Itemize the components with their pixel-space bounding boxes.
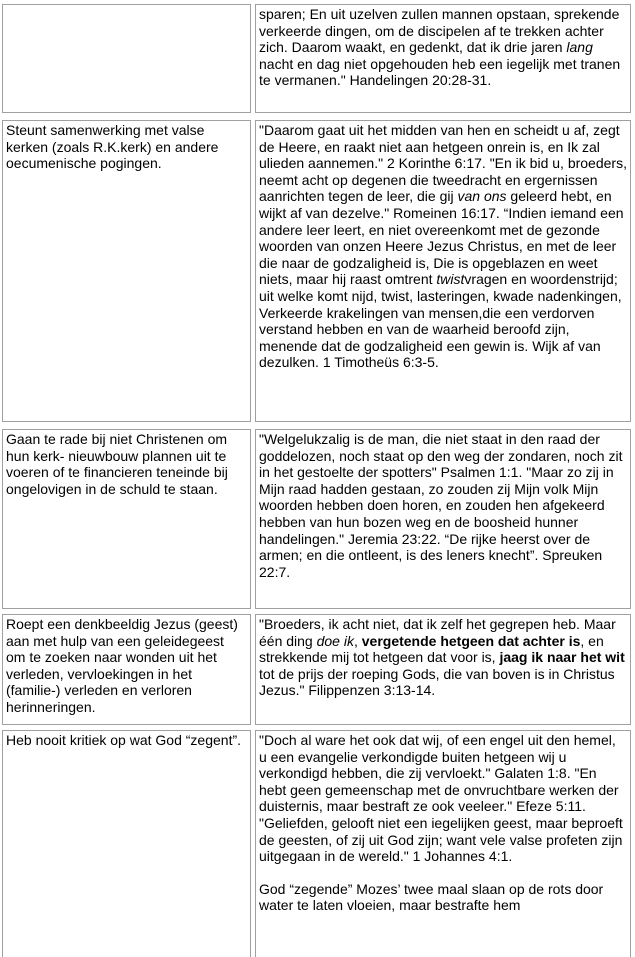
emphasis-italic-text: doe ik xyxy=(316,632,354,649)
emphasis-bold-text: vergetende hetgeen dat achter is xyxy=(361,632,581,649)
table-cell-scripture-4 xyxy=(255,614,631,725)
table-cell-topic-4 xyxy=(2,614,251,725)
scripture-text xyxy=(259,431,627,580)
topic-text: Steunt samenwerking met valse kerken (zoals R.K.kerk) en andere oecumenische pogingen. xyxy=(6,122,219,172)
text-run: , en strekkende mij tot hetgeen dat voor is, xyxy=(259,632,604,666)
scripture-text xyxy=(259,122,627,371)
table-cell-topic-1 xyxy=(2,4,251,113)
text-run: , xyxy=(353,632,362,649)
scripture-text xyxy=(259,616,627,699)
text-run: geleerd hebt, en wijkt af van dezelve." Romeinen 16:17. “Indien iemand een andere leer leert, en niet overeenkomt met de gezonde woorden van onzen Heere Jezus Christus, en met de leer die naar de godzaligheid is, Die is opgeblazen en weet niets, maar hij raast omtrent xyxy=(259,188,624,288)
text-run: sparen; En uit uzelven zullen mannen opstaan, sprekende verkeerde dingen, om de discipelen af te trekken achter zich. Daarom waakt, en gedenkt, dat ik drie jaren xyxy=(259,6,620,56)
text-run: "Broeders, ik acht niet, dat ik zelf het gegrepen heb. Maar één ding xyxy=(259,616,616,649)
table-cell-scripture-3 xyxy=(255,429,631,609)
scripture-text-continued: God “zegende” Mozes’ twee maal slaan op de rots door water te laten vloeien, maar bestrafte hem xyxy=(259,880,604,914)
table-cell-topic-2 xyxy=(2,120,251,422)
text-run: nacht en dag niet opgehouden heb een iegelijk met tranen te vermanen." Handelingen 20:28-31. xyxy=(259,55,621,89)
table-cell-scripture-5 xyxy=(255,730,631,957)
topic-text: Roept een denkbeeldig Jezus (geest) aan met hulp van een geleidegeest om te zoeken naar wonden uit het verleden, vervloekingen in het (familie-) verleden en verloren herinneringen. xyxy=(6,616,238,715)
text-run: tot de prijs der roeping Gods, die van boven is in Christus Jezus." Filippenzen 3:13-14. xyxy=(259,665,615,699)
emphasis-italic-text: twist xyxy=(436,271,465,288)
topic-text: Gaan te rade bij niet Christenen om hun kerk- nieuwbouw plannen uit te voeren of te financieren teneinde bij ongelovigen in de schuld te staan. xyxy=(6,431,228,497)
table-cell-topic-3 xyxy=(2,429,251,609)
text-run: "Doch al ware het ook dat wij, of een engel uit den hemel, u een evangelie verkondigde buiten hetgeen wij u verkondigd hebben, die zij vervloekt." Galaten 1:8. "En hebt geen gemeenschap met de onvruchtbare werken der duisternis, maar bestraft ze ook veeleer." Efeze 5:11. "Geliefden, gelooft niet een iegelijken geest, maar beproeft de geesten, of zij uit God zijn; want vele valse profeten zijn uitgegaan in de wereld." 1 Johannes 4:1. xyxy=(259,732,623,865)
emphasis-italic-text: lang xyxy=(566,39,593,56)
emphasis-italic-text: van ons xyxy=(457,188,507,205)
scripture-text xyxy=(259,6,627,89)
table-cell-scripture-1 xyxy=(255,4,631,113)
topic-text: Heb nooit kritiek op wat God “zegent”. xyxy=(6,732,242,748)
scripture-text xyxy=(259,732,627,865)
table-cell-topic-5 xyxy=(2,730,251,957)
text-run: "Welgelukzalig is de man, die niet staat in den raad der goddelozen, noch staat op den weg der zondaren, noch zit in het gestoelte der spotters" Psalmen 1:1. "Maar zo zij in Mijn raad hadden gestaan, zo zouden zij Mijn volk Mijn woorden hebben doen horen, en zouden hen afgekeerd hebben van hun bozen weg en de boosheid hunner handelingen." Jeremia 23:22. “De rijke heerst over de armen; en die ontleent, is des leners knecht”. Spreuken 22:7. xyxy=(259,431,623,580)
text-run: "Daarom gaat uit het midden van hen en scheidt u af, zegt de Heere, en raakt niet aan hetgeen onrein is, en Ik zal ulieden aannemen." 2 Korinthe 6:17. "En ik bid u, broeders, neemt acht op degenen die tweedracht en ergernissen aanrichten tegen de leer, die gij xyxy=(259,122,627,205)
emphasis-bold-text: jaag ik naar het wit xyxy=(499,649,625,666)
table-cell-scripture-2 xyxy=(255,120,631,422)
text-run: vragen en woordenstrijd; uit welke komt nijd, twist, lasteringen, kwade nadenkingen, Verkeerde krakelingen van mensen,die een verdorven verstand hebben en van de waarheid beroofd zijn, menende dat de godzaligheid een gewin is. Wijk af van dezulken. 1 Timotheüs 6:3-5. xyxy=(259,271,622,371)
